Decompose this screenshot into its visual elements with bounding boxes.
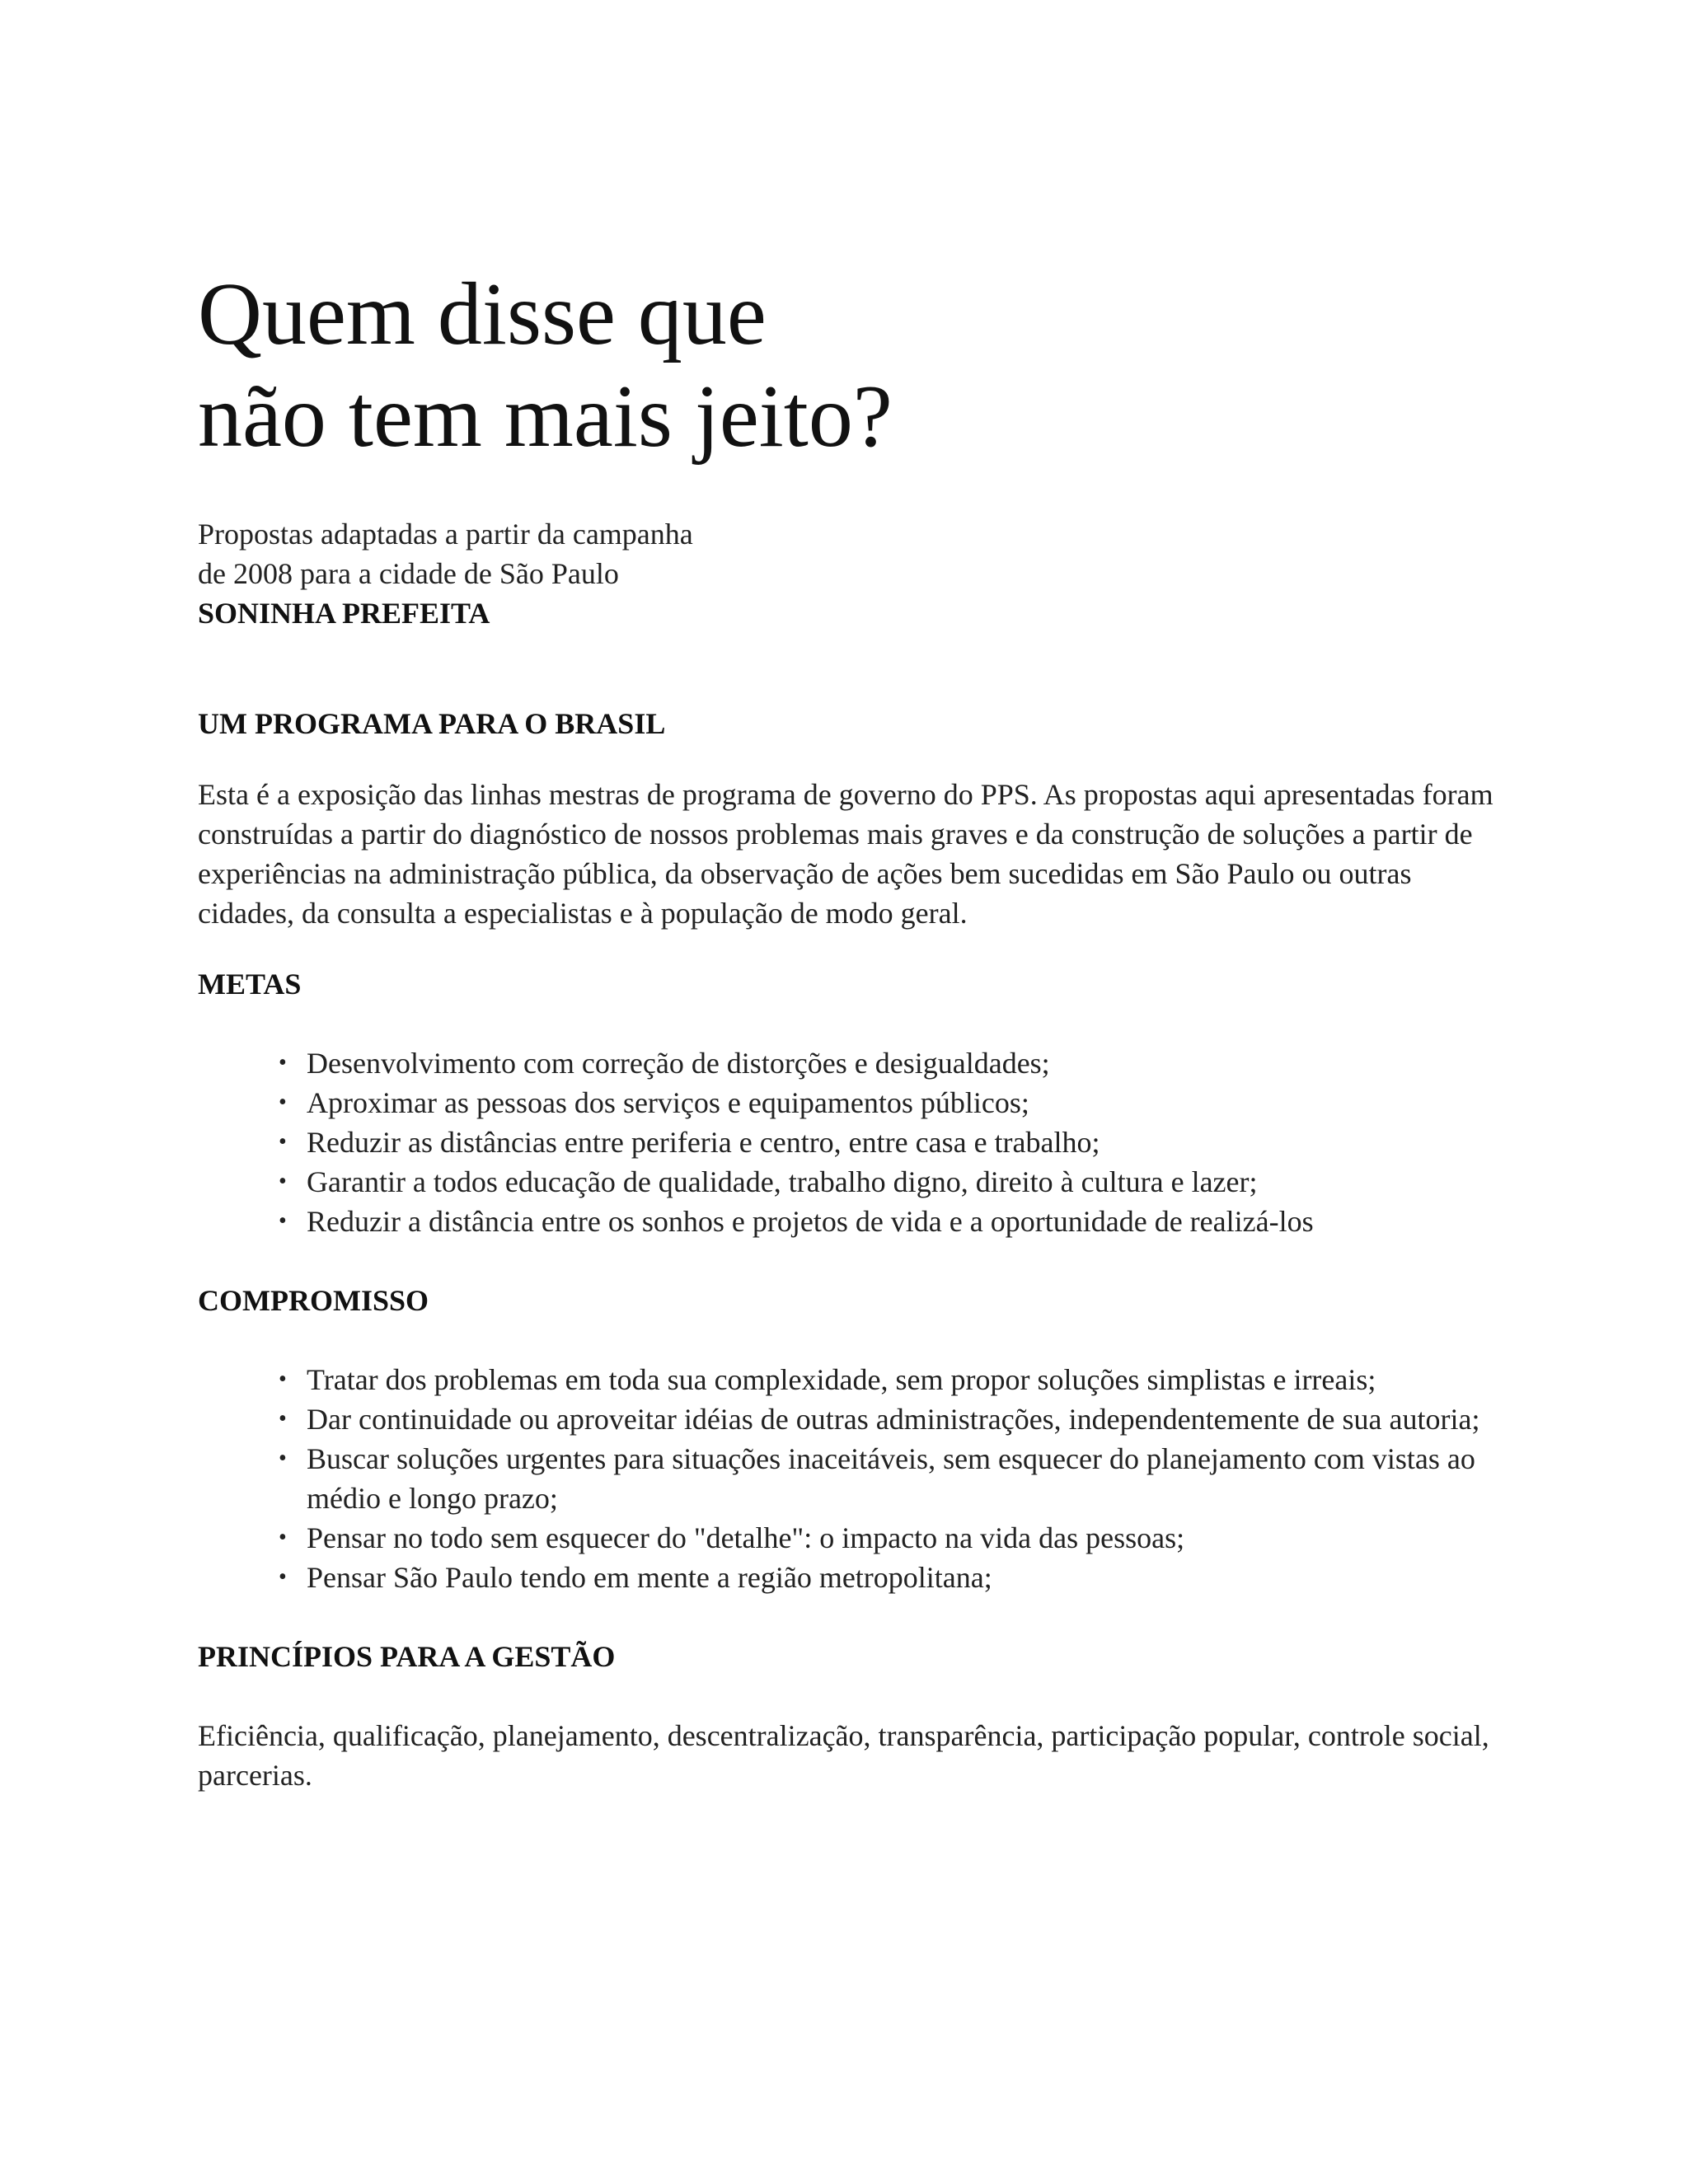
section-heading-compromisso: COMPROMISSO [198, 1284, 429, 1317]
list-item: • Garantir a todos educação de qualidade, trabalho digno, direito à cultura e lazer; [307, 1162, 1500, 1202]
metas-list [198, 1043, 1500, 1241]
section-text-principios: Eficiência, qualificação, planejamento, descentralização, transparência, participação popular, controle social, parcerias. [198, 1719, 1489, 1792]
list-item: • Desenvolvimento com correção de distorções e desigualdades; [307, 1043, 1500, 1083]
list-item: • Reduzir as distâncias entre periferia e centro, entre casa e trabalho; [307, 1122, 1500, 1162]
list-item: • Reduzir a distância entre os sonhos e projetos de vida e a oportunidade de realizá-los [307, 1202, 1500, 1241]
title-line-2: não tem mais jeito? [198, 368, 893, 466]
bullet-icon: • [279, 1090, 287, 1115]
bullet-icon: • [279, 1366, 287, 1392]
section-heading-principios: PRINCÍPIOS PARA A GESTÃO [198, 1640, 616, 1673]
list-item: • Aproximar as pessoas dos serviços e equipamentos públicos; [307, 1083, 1500, 1122]
list-item: • Pensar São Paulo tendo em mente a região metropolitana; [307, 1558, 1500, 1597]
list-item: • Tratar dos problemas em toda sua complexidade, sem propor soluções simplistas e irreais; [307, 1360, 1500, 1399]
bullet-icon: • [279, 1169, 287, 1194]
document-title [198, 264, 1500, 468]
bullet-icon: • [279, 1050, 287, 1076]
section-text-programa: Esta é a exposição das linhas mestras de programa de governo do PPS. As propostas aqui apresentadas foram construídas a partir do diagnóstico de nossos problemas mais graves e da construção de soluções a partir de experiências na administração pública, da observação de ações bem sucedidas em São Paulo ou outras cidades, da consulta a especialistas e à população de modo geral. [198, 778, 1493, 930]
section-heading-programa: UM PROGRAMA PARA O BRASIL [198, 707, 666, 740]
bullet-icon: • [279, 1208, 287, 1234]
title-line-1: Quem disse que [198, 265, 767, 363]
candidate-name: SONINHA PREFEITA [198, 597, 490, 630]
bullet-icon: • [279, 1406, 287, 1432]
bullet-icon: • [279, 1129, 287, 1155]
list-item: • Dar continuidade ou aproveitar idéias de outras administrações, independentemente de sua autoria; [307, 1399, 1500, 1439]
subtitle-line-2: de 2008 para a cidade de São Paulo [198, 557, 619, 590]
section-heading-metas: METAS [198, 968, 302, 1001]
bullet-icon: • [279, 1564, 287, 1590]
subtitle-line-1: Propostas adaptadas a partir da campanha [198, 518, 693, 551]
list-item: • Buscar soluções urgentes para situações inaceitáveis, sem esquecer do planejamento com vistas ao médio e longo prazo; [307, 1439, 1500, 1518]
bullet-icon: • [279, 1525, 287, 1550]
list-item: • Pensar no todo sem esquecer do "detalhe": o impacto na vida das pessoas; [307, 1518, 1500, 1558]
compromisso-list [198, 1360, 1500, 1597]
document-page [198, 264, 1500, 1795]
document-subtitle [198, 514, 1500, 633]
bullet-icon: • [279, 1446, 287, 1471]
